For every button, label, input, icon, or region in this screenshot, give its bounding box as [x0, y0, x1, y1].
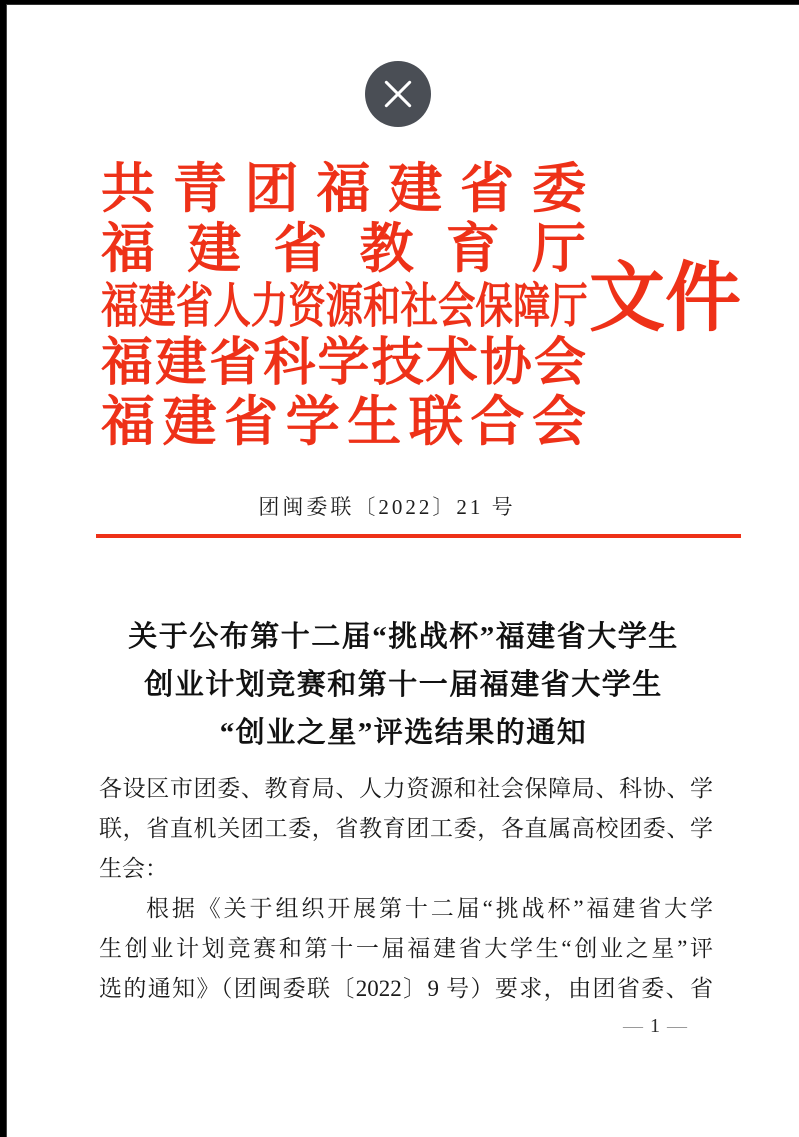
red-divider	[96, 534, 741, 538]
title-line-1: 关于公布第十二届“挑战杯”福建省大学生	[128, 621, 679, 653]
title-line-2: 创业计划竞赛和第十一届福建省大学生	[144, 669, 663, 701]
body-p1-line-2: 联，省直机关团工委，省教育团工委，各直属高校团委、学	[99, 816, 713, 841]
org-line-1: 共青团福建省委	[101, 159, 586, 219]
close-icon	[383, 79, 413, 109]
title-line-3: “创业之星”评选结果的通知	[219, 717, 588, 749]
org-line-3	[101, 279, 586, 335]
page-number-left-dash: —	[623, 1015, 643, 1037]
org-line-3-text: 福建省人力资源和社会保障厅	[101, 280, 588, 333]
org-line-2: 福建省教育厅	[101, 219, 586, 279]
document-page	[6, 4, 799, 1137]
close-button[interactable]	[365, 61, 431, 127]
body-p2-line-3: 选的通知》（团闽委联〔2022〕9 号）要求，由团省委、省	[99, 976, 713, 1001]
letterhead	[101, 159, 586, 451]
page-number-value: 1	[650, 1015, 660, 1037]
doc-number: 团闽委联〔2022〕21 号	[258, 495, 516, 519]
body-p2-line-2: 生创业计划竞赛和第十一届福建省大学生“创业之星”评	[99, 936, 713, 961]
doc-type-label: 文件	[589, 257, 741, 341]
page-number-right-dash: —	[667, 1015, 687, 1037]
document-body	[99, 769, 713, 1009]
org-line-4: 福建省科学技术协会	[101, 335, 586, 392]
body-p2-line-1: 根据《关于组织开展第十二届“挑战杯”福建省大学	[146, 896, 713, 921]
body-p1-line-3: 生会：	[99, 856, 168, 881]
document-title	[7, 613, 799, 757]
body-p1-line-1: 各设区市团委、教育局、人力资源和社会保障局、科协、学	[99, 776, 713, 801]
page-number	[605, 1015, 705, 1038]
org-line-5: 福建省学生联合会	[101, 392, 586, 452]
